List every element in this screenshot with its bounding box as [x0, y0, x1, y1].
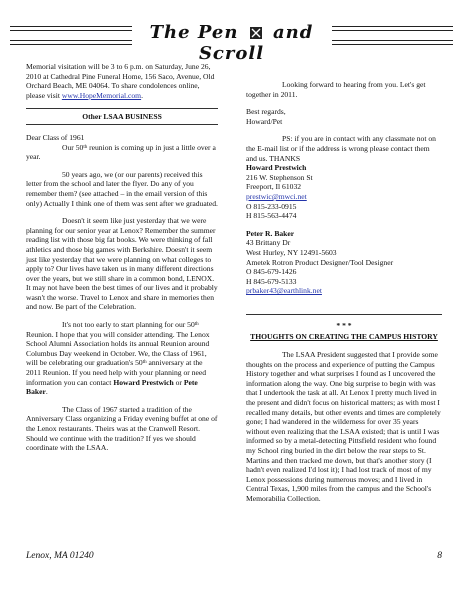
paragraph: The LSAA President suggested that I provide some thoughts on the process and experience of putting the Campus History together and what surprises I found as I uncovered the information along the way. One big surprise to begin with was that I undertook the task at all. At Lenox I pretty much lived in the present and didn't focus on historical matters; as with most I recalled many details, but other events and times are completely gone; I had wandered in the wilderness for over 35 years without even realizing that the LSAA existed; that is until I was informed so by a metal-detecting Pittsfield resident who found my School ring buried in the dirt below the rear steps to St. Martins and then tracked me down, but that's another story (I hadn't even realized I'd lost it); I had lost track of most of my Lenox possessions during numerous moves; and I lived in Central Texas, 1,900 miles from the campus and the School's Memorabilia Collection. — [246, 350, 441, 503]
title-part: and Scroll — [198, 22, 314, 64]
section-heading: THOUGHTS ON CREATING THE CAMPUS HISTORY — [250, 332, 438, 342]
section-heading: Other LSAA BUSINESS — [26, 108, 218, 125]
footer — [26, 551, 442, 561]
contact-peter: Peter R. Baker 43 Brittany Dr West Hurley, NY 12491-5603 Ametek Rotron Product Designer/Tool Designer O 845-679-1426 H 845-679-5133 prbaker43@earthlink.net — [246, 228, 394, 296]
stars-separator: * * * — [336, 320, 352, 330]
left-column — [26, 62, 218, 461]
paragraph: It's not too early to start planning for our 50th Reunion. I hope that you will consider attending. The Lenox School Alumni Association holds its annual Reunion around Columbus Day weekend in October. We, the Class of 1961, will be celebrating our graduation's 50th anniversary at the 2011 Reunion. If you need help with your planning or need information you can contact Howard Prestwich or Pete Baker. — [26, 320, 210, 397]
newsletter-title — [132, 22, 332, 64]
divider — [246, 314, 442, 315]
email-link[interactable]: prbaker43@earthlink.net — [246, 286, 322, 296]
postscript: PS: if you are in contact with any classmate not on the E-mail list or if the address is wrong please contact them and us. THANKS — [246, 134, 436, 163]
salutation: Dear Class of 1961 — [26, 132, 85, 142]
masthead — [10, 18, 453, 64]
memorial-link[interactable]: www.HopeMemorial.com — [61, 90, 142, 100]
memorial-paragraph: Memorial visitation will be 3 to 6 p.m. on Saturday, June 26, 2010 at Cathedral Pine Funeral Home, 156 Saco, Avenue, Old Orchard Beach, ME 04064. To share condolences online, please visit www.HopeMemorial.com. — [26, 62, 215, 100]
footer-city: Lenox, MA 01240 — [26, 551, 94, 561]
contact-howard: Howard Prestwich 216 W. Stephenson St Freeport, Il 61032 prestwic@mwci.net O 815-233-0915 H 815-563-4474 — [246, 163, 313, 221]
paragraph: Our 50th reunion is coming up in just a little over a year. — [26, 142, 216, 162]
paragraph: Looking forward to hearing from you. Let's get together in 2011. — [246, 80, 426, 99]
email-link[interactable]: prestwic@mwci.net — [246, 191, 307, 201]
title-part: The Pen — [149, 22, 239, 43]
paragraph: 50 years ago, we (or our parents) received this letter from the school and later the flyer. Do any of you remember them? (see attached – in the email version of this only) Actually I think one of them was sent after we graduated. — [26, 169, 218, 208]
crest-icon — [249, 26, 263, 40]
right-column — [246, 80, 442, 512]
paragraph: Doesn't it seem like just yesterday that we were planning for our senior year at Lenox? Remember the summer reading list with those big fat books. We were thinking of fall athletics and those big games with Berkshire. Doesn't it seem just like yesterday that we were planning on what colleges to apply to? Our lives have taken us in many different directions over the years, but we still share in a common bond, LENOX. It may not have been the best times of our lives and it probably wasn't the worse. Travel to Lenox and share in memories then and now. Be part of the Celebration. — [26, 216, 218, 312]
paragraph: The Class of 1967 started a tradition of the Anniversary Class organizing a Friday evening buffet at one of the Lenox restaurants. Theirs was at the Cranwell Resort. Should we continue with the tradition? If yes we should coordinate with the LSAA. — [26, 404, 218, 453]
page-number: 8 — [437, 551, 442, 561]
signoff: Best regards, Howard/Pet — [246, 107, 286, 126]
